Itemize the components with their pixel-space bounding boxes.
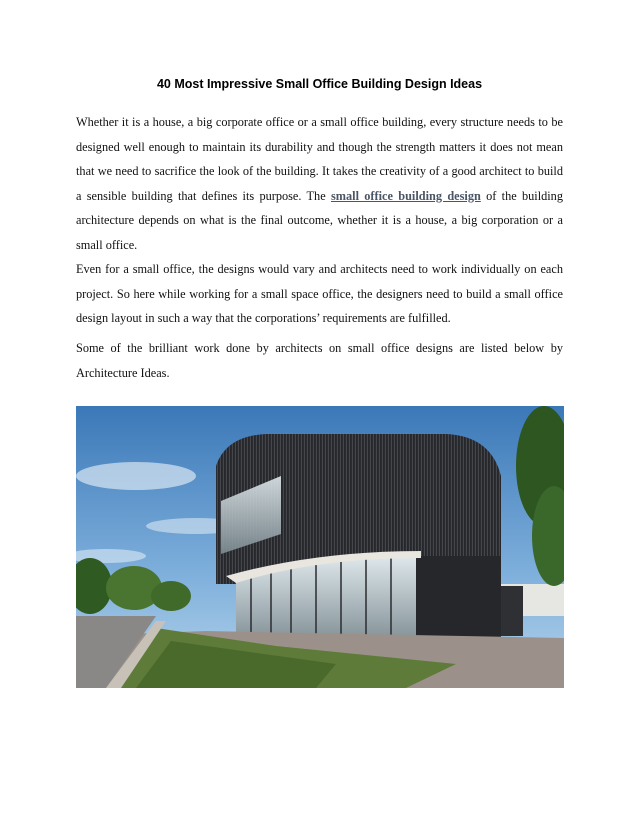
tree (151, 581, 191, 611)
ground-floor-wall (416, 556, 501, 641)
cloud (76, 462, 196, 490)
office-building-photo (76, 406, 564, 688)
intro-text-before-link: Whether it is a house, a big corporate office or a small office building, every structure needs to be designed well enough to maintain its durability and though the strength matters it does not mean that we need to sacrifice the look of the building. It takes the creativity of a good architect to build a sensible building that defines its purpose. The (76, 115, 563, 203)
tree (106, 566, 162, 610)
third-paragraph: Some of the brilliant work done by architects on small office designs are listed below by Architecture Ideas. (76, 341, 563, 380)
second-paragraph: Even for a small office, the designs would vary and architects need to work individually on each project. So here while working for a small space office, the designers need to build a small office design layout in such a way that the corporations’ requirements are fulfilled. (76, 262, 563, 325)
document-title: 40 Most Impressive Small Office Building Design Ideas (156, 77, 483, 91)
ground-floor-wall-right (501, 586, 523, 636)
intro-paragraph (76, 110, 563, 257)
intro-text-after-link: of the building architecture depends on what is the final outcome, whether it is a house, a big corporation or a small office. (76, 188, 563, 252)
small-office-building-design-link[interactable]: small office building design (330, 188, 481, 203)
